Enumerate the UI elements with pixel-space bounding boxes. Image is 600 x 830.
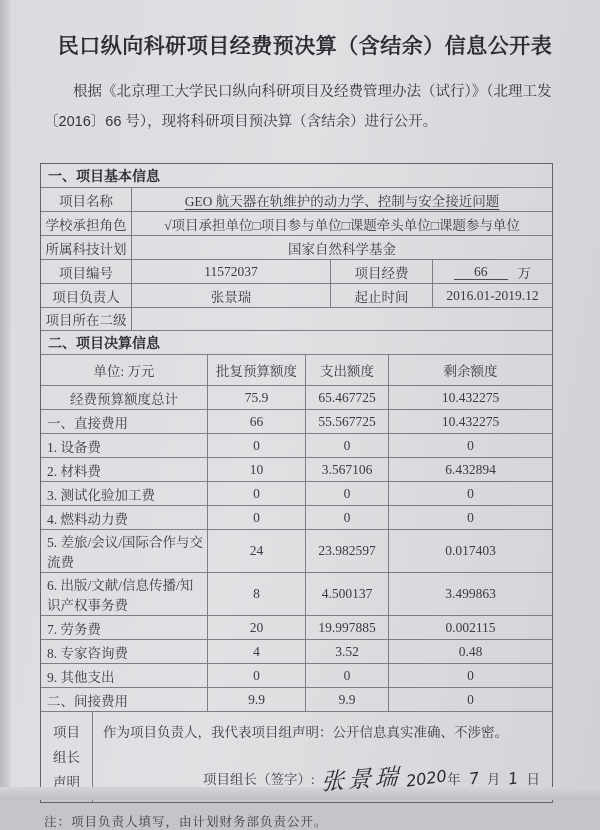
budget-approved: 0 xyxy=(207,482,305,505)
day-suffix: 日 xyxy=(527,768,541,788)
year-suffix: 年 xyxy=(447,768,461,788)
funds-amount: 66 xyxy=(454,264,508,280)
budget-spent: 65.467725 xyxy=(305,386,388,409)
budget-spent: 9.9 xyxy=(305,688,388,711)
section-budget-title: 二、项目决算信息 xyxy=(41,331,552,354)
declaration-label-line: 项目 xyxy=(53,720,80,745)
school-role-label: 学校承担角色 xyxy=(41,212,131,235)
photo-edge-bottom xyxy=(0,787,600,800)
budget-columns-row xyxy=(41,354,552,385)
budget-label: 一、直接费用 xyxy=(41,410,207,433)
budget-row-publication xyxy=(41,572,552,615)
disclosure-table xyxy=(40,163,553,803)
budget-approved: 20 xyxy=(207,616,305,639)
budget-approved: 4 xyxy=(207,640,305,663)
budget-label: 7. 劳务费 xyxy=(41,616,207,639)
row-school-role xyxy=(41,211,552,235)
section-basic-info-title: 一、项目基本信息 xyxy=(41,164,552,187)
period-label: 起止时间 xyxy=(330,284,432,307)
budget-remaining: 10.432275 xyxy=(388,386,552,409)
budget-approved: 8 xyxy=(207,573,305,615)
budget-row-fuel xyxy=(41,505,552,529)
budget-spent: 0 xyxy=(305,434,388,457)
budget-row-other xyxy=(41,663,552,687)
intro-paragraph xyxy=(44,77,558,137)
budget-spent: 4.500137 xyxy=(305,573,388,615)
pi-value: 张景瑞 xyxy=(131,284,330,307)
row-program xyxy=(41,235,552,259)
handwritten-signature: 张景瑞 xyxy=(320,758,402,797)
budget-remaining: 0.017403 xyxy=(388,530,552,572)
budget-label: 1. 设备费 xyxy=(41,434,207,457)
budget-approved: 0 xyxy=(207,664,305,687)
handwritten-year: 2020 xyxy=(405,766,448,790)
section-basic-info-header xyxy=(41,164,552,187)
budget-row-consulting xyxy=(41,639,552,663)
declaration-label-line: 组长 xyxy=(53,745,80,770)
project-number-value: 11572037 xyxy=(131,260,330,283)
budget-spent: 0 xyxy=(305,664,388,687)
budget-row-direct xyxy=(41,409,552,433)
budget-label: 3. 测试化验加工费 xyxy=(41,482,207,505)
row-number-funds xyxy=(41,259,552,283)
project-funds-label: 项目经费 xyxy=(330,260,432,283)
budget-remaining: 0.002115 xyxy=(388,616,552,639)
budget-label: 经费预算额度总计 xyxy=(41,386,207,409)
budget-label: 8. 专家咨询费 xyxy=(41,640,207,663)
budget-label: 二、间接费用 xyxy=(41,688,207,711)
budget-approved: 0 xyxy=(207,506,305,529)
budget-spent: 3.567106 xyxy=(305,458,388,481)
budget-approved: 66 xyxy=(207,410,305,433)
row-project-name xyxy=(41,187,552,211)
sign-label: 项目组长（签字）: xyxy=(203,768,315,788)
budget-approved: 75.9 xyxy=(207,386,305,409)
budget-remaining: 10.432275 xyxy=(388,410,552,433)
program-label: 所属科技计划 xyxy=(41,236,131,259)
document-title: 民口纵向科研项目经费预决算（含结余）信息公开表 xyxy=(40,30,570,60)
intro-line-1: 根据《北京理工大学民口纵向科研项目及经费管理办法（试行）》（北理工发 xyxy=(44,77,558,107)
budget-approved: 0 xyxy=(207,434,305,457)
photo-edge-left xyxy=(0,0,11,800)
budget-label: 9. 其他支出 xyxy=(41,664,207,687)
budget-approved: 10 xyxy=(207,458,305,481)
section-budget-header xyxy=(41,330,552,354)
budget-spent: 23.982597 xyxy=(305,530,388,572)
budget-remaining: 0 xyxy=(388,482,552,505)
budget-spent: 0 xyxy=(305,506,388,529)
budget-remaining: 0 xyxy=(388,688,552,711)
project-name-value: GEO 航天器在轨维护的动力学、控制与安全接近问题 xyxy=(185,190,500,210)
period-value: 2016.01-2019.12 xyxy=(432,284,552,307)
handwritten-month: 7 xyxy=(467,768,480,788)
col-remaining: 剩余额度 xyxy=(388,355,552,385)
budget-spent: 55.567725 xyxy=(305,410,388,433)
budget-remaining: 6.432894 xyxy=(388,458,552,481)
col-spent: 支出额度 xyxy=(305,355,388,385)
month-suffix: 月 xyxy=(487,768,501,788)
date-group xyxy=(406,768,540,788)
budget-label: 5. 差旅/会议/国际合作与交流费 xyxy=(41,530,207,572)
budget-remaining: 0.48 xyxy=(388,640,552,663)
program-value: 国家自然科学基金 xyxy=(131,236,552,259)
budget-row-labor xyxy=(41,615,552,639)
budget-approved: 9.9 xyxy=(207,688,305,711)
budget-remaining: 0 xyxy=(388,664,552,687)
budget-label: 4. 燃料动力费 xyxy=(41,506,207,529)
budget-row-testing xyxy=(41,481,552,505)
pi-label: 项目负责人 xyxy=(41,284,131,307)
budget-label: 2. 材料费 xyxy=(41,458,207,481)
budget-spent: 0 xyxy=(305,482,388,505)
secondary-unit-label: 项目所在二级 xyxy=(41,308,131,330)
school-role-value: √项目承担单位□项目参与单位□课题牵头单位□课题参与单位 xyxy=(131,212,552,235)
budget-remaining: 3.499863 xyxy=(388,573,552,615)
project-funds-value xyxy=(432,260,552,283)
budget-row-indirect xyxy=(41,687,552,711)
budget-remaining: 0 xyxy=(388,506,552,529)
budget-approved: 24 xyxy=(207,530,305,572)
budget-spent: 19.997885 xyxy=(305,616,388,639)
budget-row-materials xyxy=(41,457,552,481)
budget-label: 6. 出版/文献/信息传播/知识产权事务费 xyxy=(41,573,207,615)
handwritten-day: 1 xyxy=(507,768,520,788)
budget-row-total xyxy=(41,385,552,409)
declaration-statement: 作为项目负责人，我代表项目组声明：公开信息真实准确、不涉密。 xyxy=(103,721,544,741)
funds-unit: 万 xyxy=(518,262,532,282)
project-name-label: 项目名称 xyxy=(41,188,131,211)
budget-row-equipment xyxy=(41,433,552,457)
footnote xyxy=(44,812,600,830)
col-unit: 单位: 万元 xyxy=(41,355,207,385)
row-secondary-unit xyxy=(41,307,552,330)
row-pi-period xyxy=(41,283,552,307)
budget-spent: 3.52 xyxy=(305,640,388,663)
project-number-label: 项目编号 xyxy=(41,260,131,283)
budget-remaining: 0 xyxy=(388,434,552,457)
secondary-unit-value xyxy=(131,308,552,330)
col-approved: 批复预算额度 xyxy=(207,355,305,385)
intro-line-2: 〔2016〕66 号），现将科研项目预决算（含结余）进行公开。 xyxy=(44,107,558,137)
declaration-label-line: 声明 xyxy=(53,770,80,795)
budget-row-travel xyxy=(41,529,552,572)
